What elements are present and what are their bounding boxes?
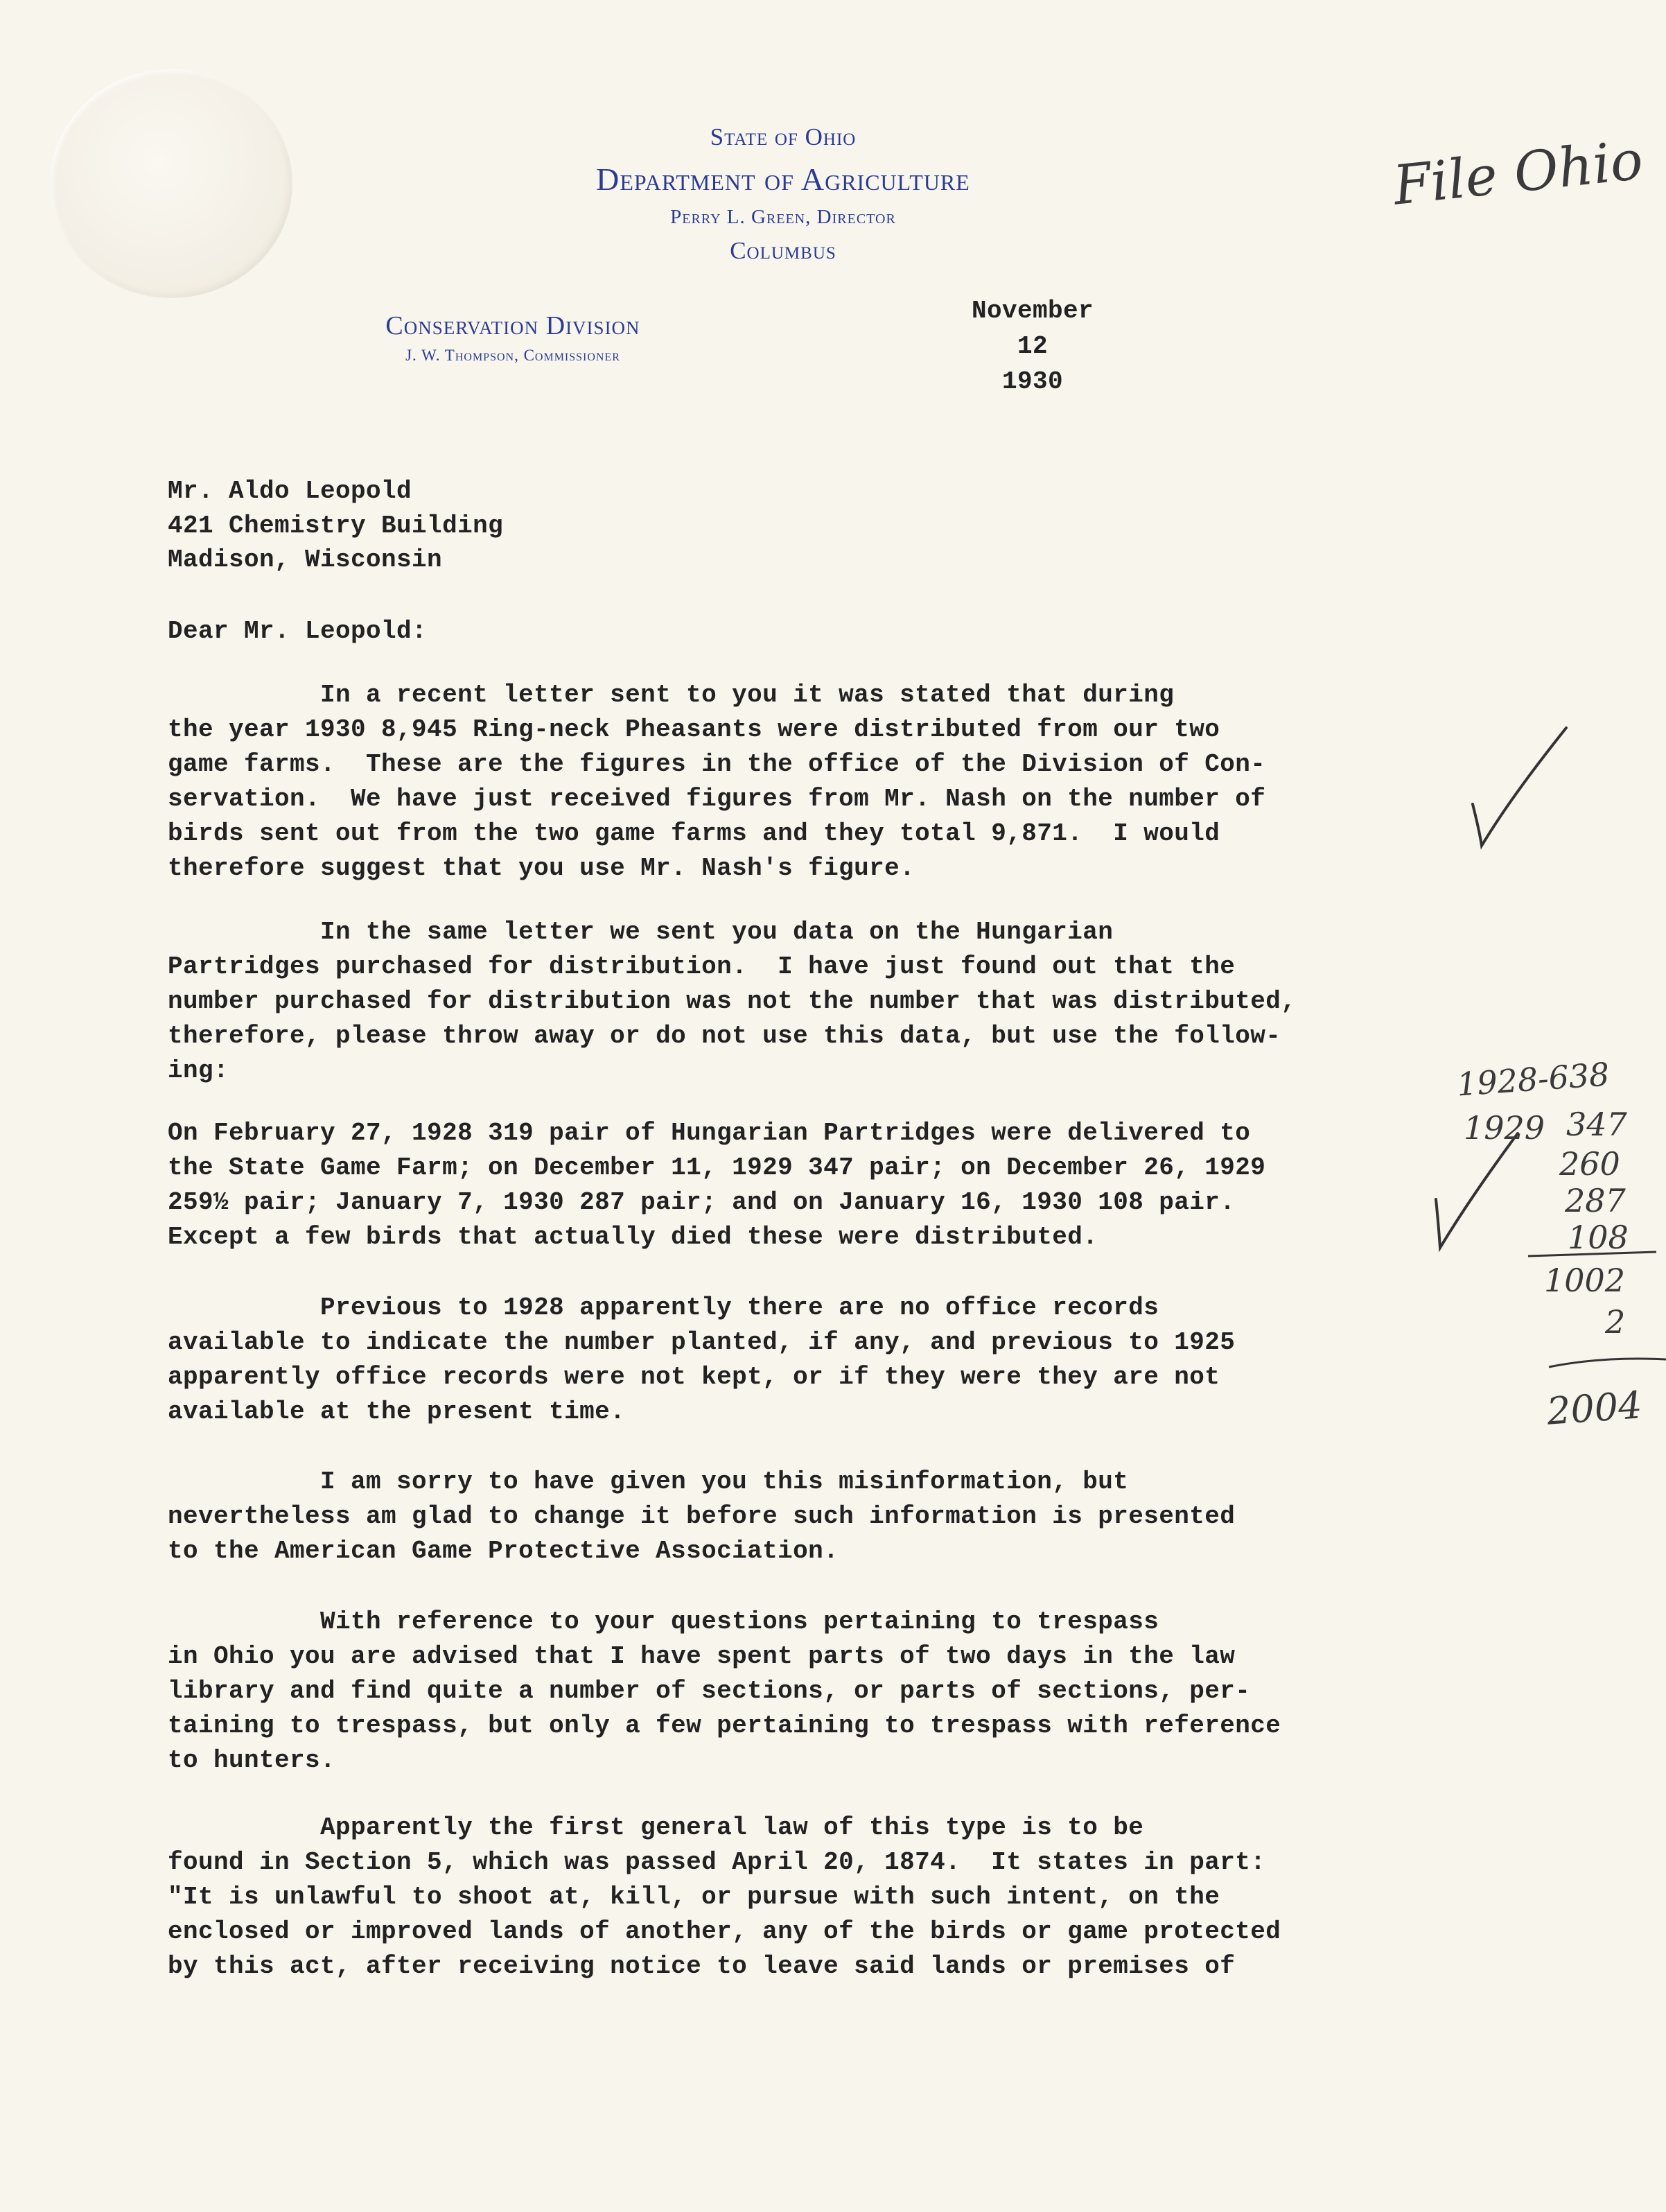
margin-note-total: 2004 xyxy=(1545,1383,1644,1434)
paragraph-office-records: Previous to 1928 apparently there are no office records available to indicate the number planted, if any, and previous to 1925 apparently office records were not kept, or if they were they are not available at the present time. xyxy=(168,1294,1236,1426)
paragraph-apology: I am sorry to have given you this misinformation, but nevertheless am glad to change it before such information is presented to the American Game Protective Association. xyxy=(168,1468,1236,1565)
total-rule-line xyxy=(1545,1352,1666,1373)
date-day: 12 xyxy=(1017,332,1048,360)
letterhead-state: State of Ohio xyxy=(710,123,857,150)
paragraph-partridge-deliveries: On February 27, 1928 319 pair of Hungarian Partridges were delivered to the State Game Farm; on December 11, 1929 347 pair; on December 26, 1929 259½ pair; January 7, 1930 287 pair; and on January 16, 1930 108 pair. Except a few birds that actually died these were distributed. xyxy=(168,1119,1266,1251)
letterhead-commissioner: J. W. Thompson, Commissioner xyxy=(405,347,620,364)
date-month: November xyxy=(971,297,1094,325)
paragraph-pheasants: In a recent letter sent to you it was stated that during the year 1930 8,945 Ring-neck Pheasants were distributed from our two game farms. These are the figures in the office of the Division of Con- servation. We have just received figures from Mr. Nash on the number of birds sent out from the two game farms and they total 9,871. I would therefore suggest that you use Mr. Nash's figure. xyxy=(168,681,1266,882)
handwritten-file-note: File Ohio xyxy=(1390,129,1646,218)
letterhead-city: Columbus xyxy=(730,237,836,264)
letterhead-department: Department of Agriculture xyxy=(596,162,970,197)
sum-rule-line xyxy=(1525,1248,1663,1262)
paragraph-partridges-correction: In the same letter we sent you data on the Hungarian Partridges purchased for distribution. I have just found out that the number purchased for distribution was not the number that was distributed, therefore, please throw away or do not use this data, but use the follow- ing: xyxy=(168,918,1297,1085)
recipient-street: 421 Chemistry Building xyxy=(168,512,504,540)
margin-note-347: 347 xyxy=(1566,1106,1627,1143)
paragraph-first-law: Apparently the first general law of this type is to be found in Section 5, which was passed April 20, 1874. It states in part: "It is unlawful to shoot at, kill, or pursue with such intent, on the enclosed or improved lands of another, any of the birds or game protected by this act, after receiving notice to leave said lands or premises of xyxy=(168,1813,1281,1980)
margin-note-1929-year: 1929 xyxy=(1464,1109,1545,1147)
recipient-name: Mr. Aldo Leopold xyxy=(168,477,412,505)
margin-note-260: 260 xyxy=(1559,1145,1620,1183)
margin-note-108: 108 xyxy=(1568,1219,1629,1256)
margin-note-287: 287 xyxy=(1565,1182,1626,1219)
margin-note-1928: 1928-638 xyxy=(1455,1055,1611,1104)
margin-note-multiplier: 2 xyxy=(1605,1303,1626,1341)
embossed-seal xyxy=(50,69,292,298)
salutation: Dear Mr. Leopold: xyxy=(168,617,428,645)
letterhead-director: Perry L. Green, Director xyxy=(670,206,896,228)
paragraph-trespass: With reference to your questions pertaining to trespass in Ohio you are advised that I have spent parts of two days in the law library and find quite a number of sections, or parts of sections, per- taining to trespass, but only a few pertaining to trespass with reference to hunters. xyxy=(168,1608,1281,1775)
recipient-city: Madison, Wisconsin xyxy=(168,546,443,574)
letterhead-division: Conservation Division xyxy=(385,311,640,340)
date-year: 1930 xyxy=(1001,367,1063,396)
margin-note-sum: 1002 xyxy=(1544,1262,1626,1299)
checkmark-icon xyxy=(1462,721,1573,860)
